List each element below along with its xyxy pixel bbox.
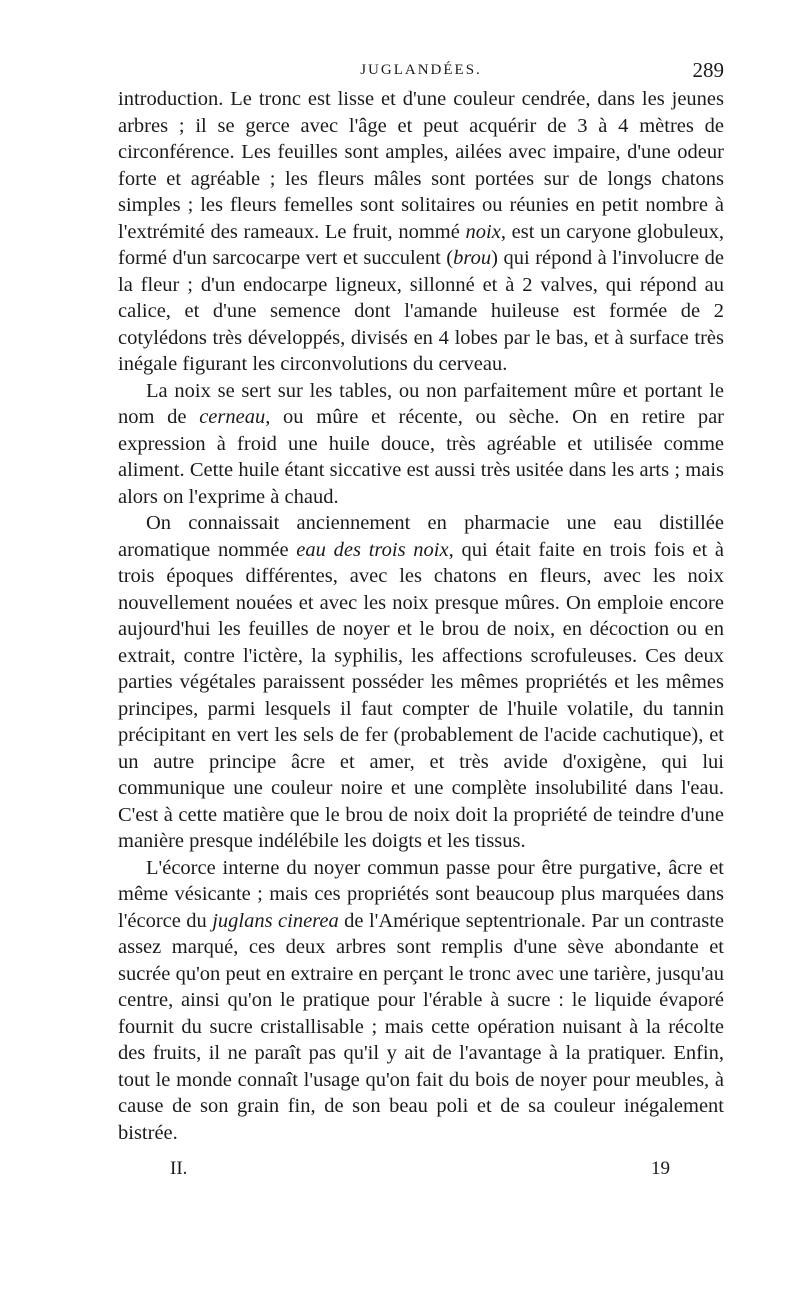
text-segment: L'écorce interne du noyer commun passe pour être purgative, âcre et même vésicante ; mais ces propriétés sont beaucoup plus marquées dans l'écorce du <box>118 856 724 932</box>
paragraph-3 <box>118 510 724 855</box>
paragraph-2 <box>118 378 724 511</box>
italic-term-noix: noix <box>465 220 501 243</box>
page-number: 289 <box>692 58 724 82</box>
volume-signature: II. <box>170 1158 188 1179</box>
italic-term-juglans-cinerea: juglans cinerea <box>212 909 339 932</box>
text-segment: On connaissait anciennement en pharmacie une eau distillée aromatique nommée <box>118 512 724 561</box>
text-segment: , est un caryone globuleux, formé d'un sarcocarpe vert et succulent ( <box>118 220 724 269</box>
sheet-signature: 19 <box>651 1158 670 1179</box>
paragraph-4 <box>118 855 724 1147</box>
text-segment: ) qui répond à l'involucre de la fleur ; d'un endocarpe ligneux, sillonné et à 2 valves, qui répond au calice, et d'une semence dont l'amande huileuse est formée de 2 cotylédons très développés, divisés en 4 lobes par le bas, et à surface très inégale figurant les circonvolutions du cerveau. <box>118 247 724 375</box>
text-segment: introduction. Le tronc est lisse et d'une couleur cendrée, dans les jeunes arbres ; il se gerce avec l'âge et peut acquérir de 3 à 4 mètres de circonférence. Les feuilles sont amples, ailées avec impaire, d'une odeur forte et agréable ; les fleurs mâles sont portées sur de longs chatons simples ; les fleurs femelles sont solitaires ou réunies en petit nombre à l'extrémité des rameaux. Le fruit, nommé <box>118 88 724 243</box>
italic-term-cerneau: cerneau <box>199 406 266 428</box>
italic-term-eau-des-trois-noix: eau des trois noix <box>296 538 449 561</box>
page-header <box>118 58 724 86</box>
body-text <box>118 86 724 1146</box>
paragraph-1 <box>118 86 724 378</box>
text-segment: , qui était faite en trois fois et à trois époques différentes, avec les chatons en fleurs, avec les noix nouvellement nouées et avec les noix presque mûres. On emploie encore aujourd'hui les feuilles de noyer et le brou de noix, en décoction ou en extrait, contre l'ictère, la syphilis, les affections scrofuleuses. Ces deux parties végétales paraissent posséder les mêmes propriétés et les mêmes principes, parmi lesquels il faut compter de l'huile volatile, du tannin précipitant en vert les sels de fer (probablement de l'acide cachutique), et un autre principe âcre et amer, et très avide d'oxigène, qui lui communique une couleur noire et une complète insolubilité dans l'eau. C'est à cette matière que le brou de noix doit la propriété de teindre d'une manière presque indélébile les doigts et les tissus. <box>118 538 724 852</box>
text-segment: de l'Amérique septentrionale. Par un contraste assez marqué, ces deux arbres sont remplis d'une sève abondante et sucrée qu'on peut en extraire en perçant le tronc avec une tarière, jusqu'au centre, ainsi qu'on le pratique pour l'érable à sucre : le liquide évaporé fournit du sucre cristallisable ; mais cette opération nuisant à la récolte des fruits, il ne paraît pas qu'il y ait de l'avantage à la pratiquer. Enfin, tout le monde connaît l'usage qu'on fait du bois de noyer pour meubles, à cause de son grain fin, de son beau poli et de sa couleur inégalement bistrée. <box>118 909 724 1144</box>
running-head: JUGLANDÉES. <box>360 62 482 78</box>
text-segment: , ou mûre et récente, ou sèche. On en retire par expression à froid une huile douce, très agréable et utilisée comme aliment. Cette huile étant siccative est aussi très usitée dans les arts ; mais alors on l'exprime à chaud. <box>118 406 725 508</box>
text-segment: La noix se sert sur les tables, ou non parfaitement mûre et portant le nom de <box>118 379 724 428</box>
italic-term-brou: brou <box>453 247 492 269</box>
page-footer <box>170 1158 670 1184</box>
